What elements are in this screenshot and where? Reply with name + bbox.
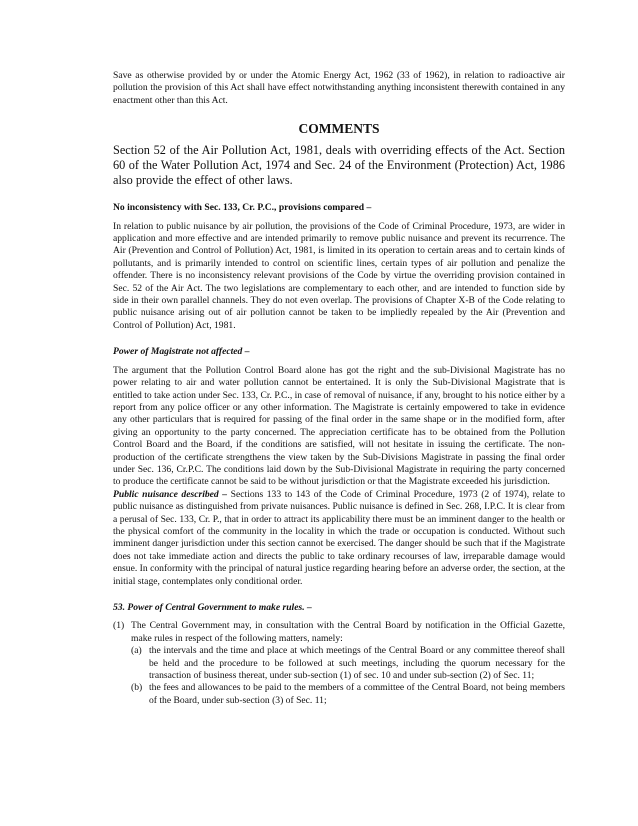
section-heading-power-of-magistrate: Power of Magistrate not affected – [113,346,250,358]
section-heading-no-inconsistency: No inconsistency with Sec. 133, Cr. P.C., provisions compared – [113,202,372,214]
section-body-no-inconsistency: In relation to public nuisance by air pollution, the provisions of the Code of Criminal Procedure, 1973, are wider in application and more effective and are intended primarily to remove public nuisance and prevent its recurrence. The Air (Prevention and Control of Pollution) Act, 1981, is limited in its operation to certain areas and to certain kinds of pollutants, and is primarily intended to control on scientific lines, certain types of air pollution and penalize the offender. There is no inconsistency relevant provisions of the Code by virtue the overriding provision contained in Sec. 52 of the Air Act. The two legislations are complementary to each other, and are intended to function side by side in their own parallel channels. They do not even overlap. The provisions of Chapter X-B of the Code relating to public nuisance arising out of air pollution cannot be taken to be impliedly repealed by the Air (Prevention and Control of Pollution) Act, 1981. [113,220,565,331]
clause-1 [113,620,565,645]
subclause-b-text: the fees and allowances to be paid to the members of a committee of the Central Board, not being members of the Board, under sub-section (3) of Sec. 11; [149,682,565,706]
intro-paragraph: Save as otherwise provided by or under the Atomic Energy Act, 1962 (33 of 1962), in relation to radioactive air pollution the provision of this Act shall have effect notwithstanding anything inconsistent therewith contained in any enactment other than this Act. [113,70,565,106]
public-nuisance-heading: Public nuisance described – [113,488,228,500]
clause-1-number: (1) [113,620,125,632]
subclause-a-text: the intervals and the time and place at which meetings of the Central Board or any committee thereof shall be held and the procedure to be followed at such meetings, including the quorum necessary for the transaction of business thereat, under sub-section (1) of sec. 10 and under sub-section (2) of Sec. 11; [149,645,565,682]
comments-heading: COMMENTS [298,121,380,137]
clause-1-text: The Central Government may, in consultation with the Central Board by notification in the Official Gazette, make rules in respect of the following matters, namely: [131,620,565,644]
subclause-a [131,645,565,682]
subclause-b [131,682,565,707]
section-53-heading: 53. Power of Central Government to make rules. – [113,602,312,613]
subclause-a-number: (a) [131,645,142,657]
subclause-b-number: (b) [131,682,143,694]
public-nuisance-body: Sections 133 to 143 of the Code of Criminal Procedure, 1973 (2 of 1974), relate to public nuisance as distinguished from private nuisances. Public nuisance is defined in Sec. 268, I.P.C. It is clear from a perusal of Sec. 133, Cr. P., that in order to attract its applicability there must be an imminent danger to the health or the physical comfort of the community in the locality in which the trade or occupation is conducted. Without such imminent danger jurisdiction under this section cannot be exercised. The danger should be such that if the Magistrate does not take immediate action and directs the public to take ordinary recourses of law, irreparable damage would ensue. In conformity with the principal of natural justice regarding hearing before an adverse order, the section, at the initial stage, contemplates only conditional order. [113,488,566,587]
public-nuisance-paragraph [113,489,565,588]
lead-paragraph: Section 52 of the Air Pollution Act, 1981, deals with overriding effects of the Act. Section 60 of the Water Pollution Act, 1974 and Sec. 24 of the Environment (Protection) Act, 1986 also provide the effect of other laws. [113,143,565,188]
document-page [113,70,565,707]
section-body-power-of-magistrate: The argument that the Pollution Control Board alone has got the right and the sub-Divisional Magistrate has no power relating to air and water pollution cannot be entertained. It is only the Sub-Divisional Magistrate that is entitled to take action under Sec. 133, Cr. P.C., in case of removal of nuisance, if any, brought to his notice either by a report from any police officer or any other information. The Magistrate is certainly empowered to take in evidence any other particulars that is required for passing of the final order in the same shape or in the modified form, after giving an opportunity to the party concerned. The appreciation certificate has to be obtained from the Pollution Control Board and the Board, if the conditions are satisfied, will not hesitate in issuing the certificate. The non-production of the certificate strengthens the view taken by the Sub-Divisions Magistrate in passing the final order under Sec. 136, Cr.P.C. The conditions laid down by the Sub-Divisional Magistrate in requiring the party concerned to produce the certificate cannot be said to be without jurisdiction or that the Magistrate exceeded his jurisdiction. [113,364,565,488]
